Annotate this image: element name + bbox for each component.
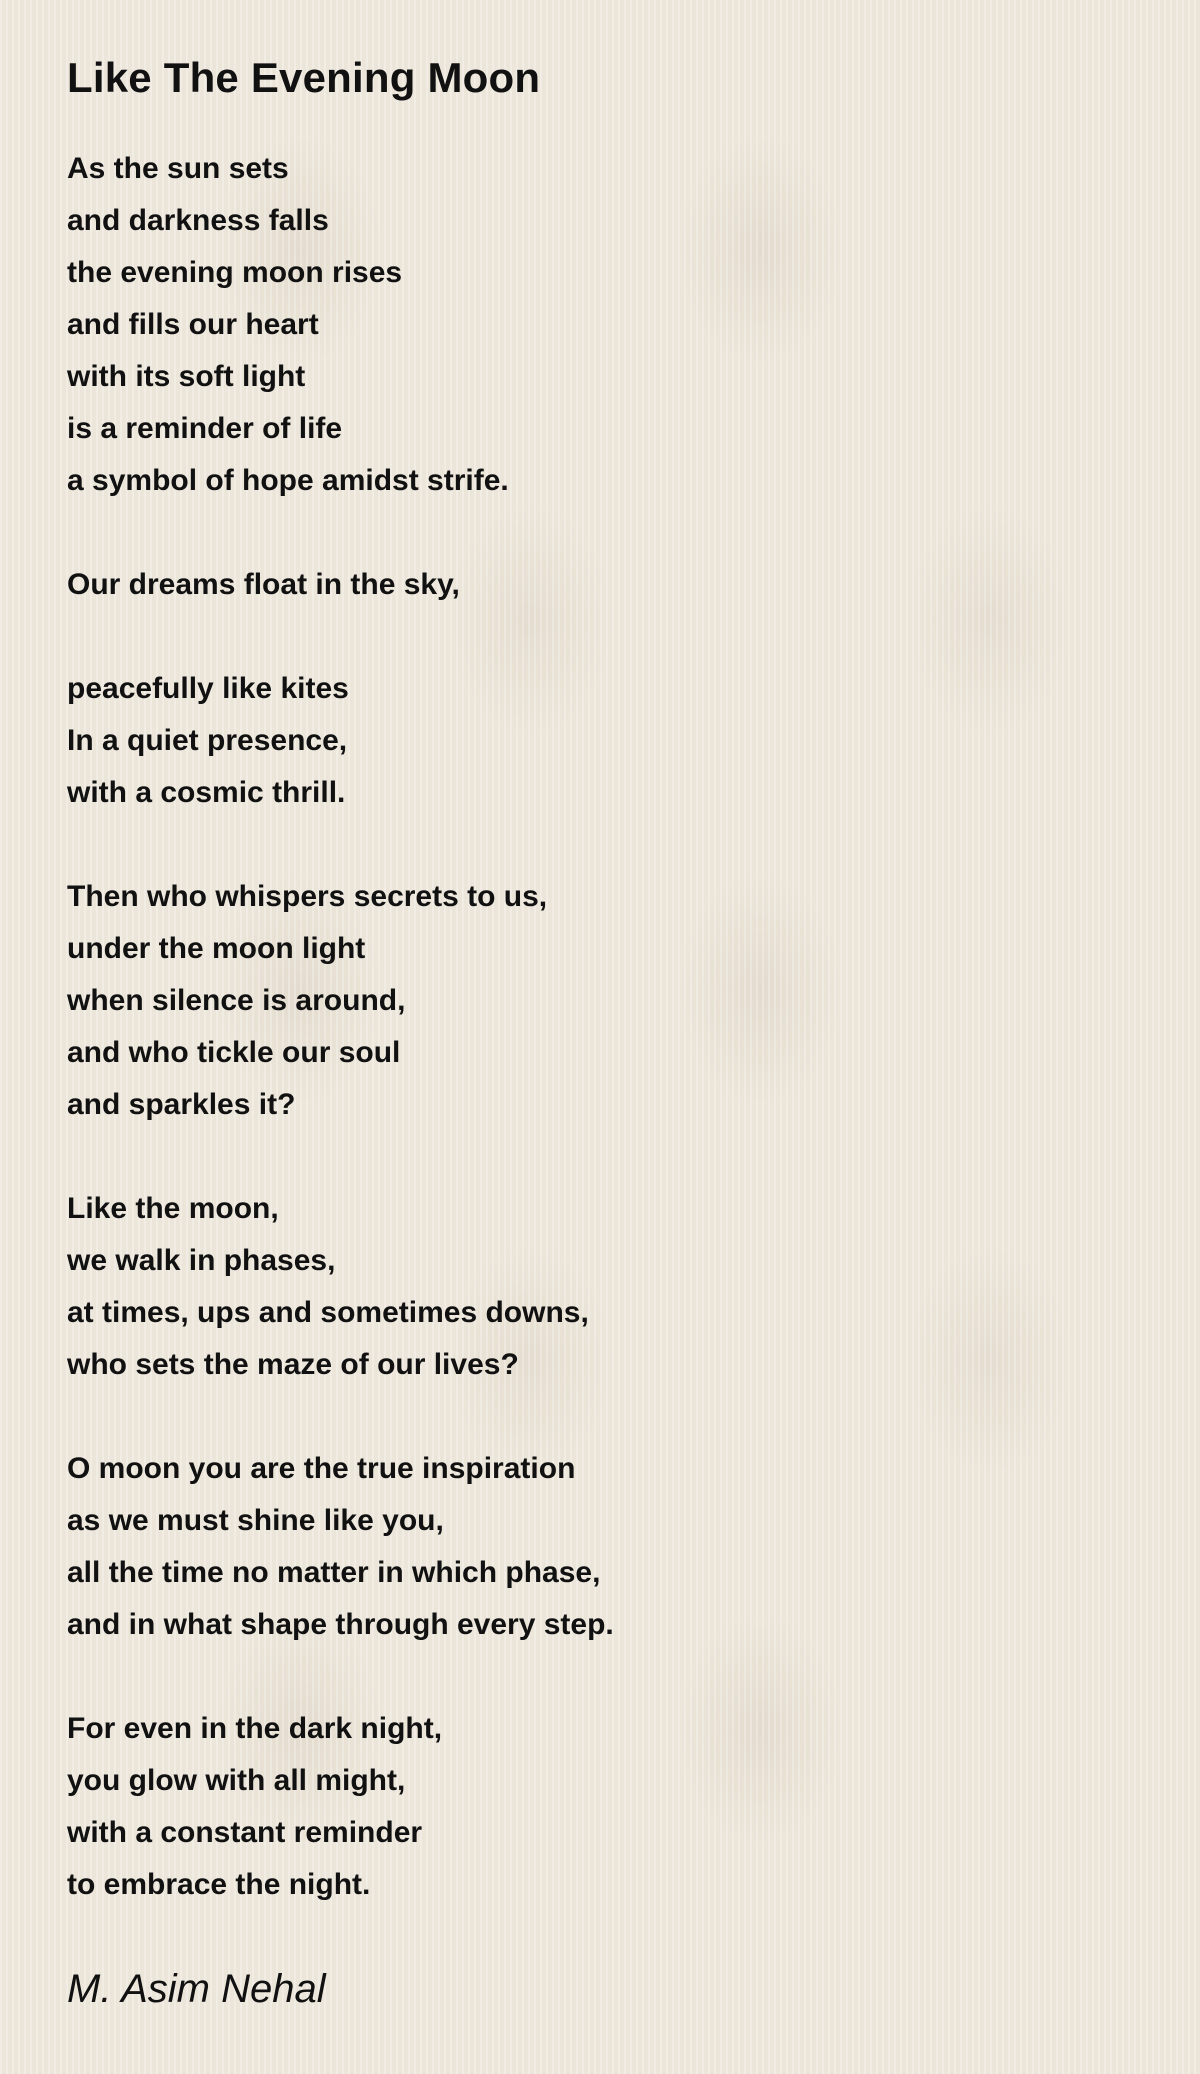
poem-line: and in what shape through every step. xyxy=(67,1608,614,1641)
poem-line: with its soft light xyxy=(67,360,306,393)
poem-line: and darkness falls xyxy=(67,204,329,237)
stanza xyxy=(67,663,1167,819)
poem-line: In a quiet presence, xyxy=(67,724,348,757)
poem-line: we walk in phases, xyxy=(67,1244,336,1277)
poem-line: a symbol of hope amidst strife. xyxy=(67,464,509,497)
stanza xyxy=(67,1443,1167,1651)
poem-line: O moon you are the true inspiration xyxy=(67,1452,576,1485)
poem-line: is a reminder of life xyxy=(67,412,343,445)
stanza xyxy=(67,559,1167,611)
poem-line: As the sun sets xyxy=(67,152,289,185)
poem-line: all the time no matter in which phase, xyxy=(67,1556,601,1589)
poem-line: the evening moon rises xyxy=(67,256,403,289)
poem-line: to embrace the night. xyxy=(67,1868,371,1901)
poem-line: with a constant reminder xyxy=(67,1816,423,1849)
poem-line: Our dreams float in the sky, xyxy=(67,568,460,601)
poem-line: Like the moon, xyxy=(67,1192,279,1225)
stanza xyxy=(67,1703,1167,1911)
stanza xyxy=(67,871,1167,1131)
poem-line: and who tickle our soul xyxy=(67,1036,401,1069)
poem-author: M. Asim Nehal xyxy=(67,1967,326,2011)
poem-line: and sparkles it? xyxy=(67,1088,296,1121)
poem-body xyxy=(67,143,1167,1911)
poem-line: as we must shine like you, xyxy=(67,1504,444,1537)
poem-line: you glow with all might, xyxy=(67,1764,406,1797)
poem-page xyxy=(67,50,1167,2015)
poem-line: peacefully like kites xyxy=(67,672,349,705)
poem-line: under the moon light xyxy=(67,932,366,965)
poem-title: Like The Evening Moon xyxy=(67,54,541,101)
poem-line: at times, ups and sometimes downs, xyxy=(67,1296,589,1329)
stanza xyxy=(67,1183,1167,1391)
poem-line: when silence is around, xyxy=(67,984,406,1017)
poem-line: with a cosmic thrill. xyxy=(67,776,346,809)
poem-line: who sets the maze of our lives? xyxy=(67,1348,519,1381)
poem-line: Then who whispers secrets to us, xyxy=(67,880,548,913)
poem-line: and fills our heart xyxy=(67,308,319,341)
poem-line: For even in the dark night, xyxy=(67,1712,443,1745)
stanza xyxy=(67,143,1167,507)
